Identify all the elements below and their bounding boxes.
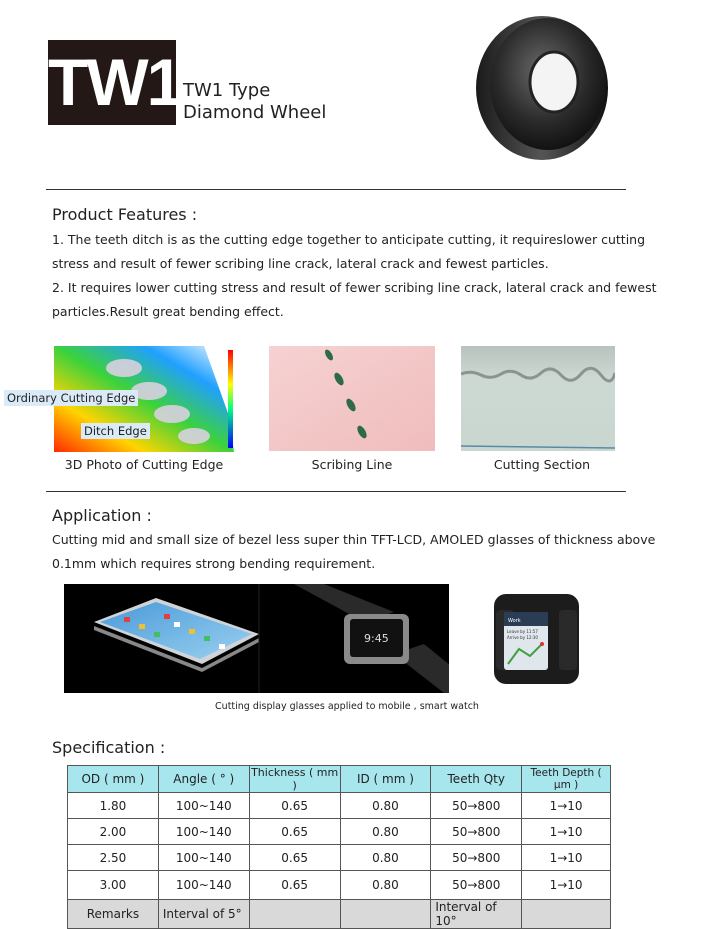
cell-teeth-qty: 50→800 xyxy=(431,845,522,871)
cell-teeth-depth: 1→10 xyxy=(522,793,611,819)
remarks-empty xyxy=(249,900,340,929)
cell-teeth-qty: 50→800 xyxy=(431,793,522,819)
table-header-row xyxy=(68,766,611,793)
features-line: 2. It requires lower cutting stress and result of fewer scribing line crack, lateral crack and fewest xyxy=(52,280,657,295)
product-title-line2: Diamond Wheel xyxy=(183,102,327,123)
cell-angle: 100~140 xyxy=(158,871,249,900)
specification-table xyxy=(67,765,611,929)
cell-teeth-qty: 50→800 xyxy=(431,819,522,845)
cell-teeth-depth: 1→10 xyxy=(522,819,611,845)
svg-text:Arrive by 12:30: Arrive by 12:30 xyxy=(507,635,538,640)
header-teeth-qty: Teeth Qty xyxy=(431,766,522,793)
cell-angle: 100~140 xyxy=(158,845,249,871)
svg-text:Leave by 11:57: Leave by 11:57 xyxy=(507,629,538,634)
cutting-section-photo xyxy=(461,346,615,451)
caption-3d-photo: 3D Photo of Cutting Edge xyxy=(64,457,224,472)
features-line: 1. The teeth ditch is as the cutting edge together to anticipate cutting, it requireslower cutting xyxy=(52,232,646,247)
svg-text:Work: Work xyxy=(508,618,521,624)
specification-heading: Specification : xyxy=(52,738,166,757)
remarks-empty xyxy=(340,900,431,929)
cell-teeth-depth: 1→10 xyxy=(522,871,611,900)
product-title-line1: TW1 Type xyxy=(183,80,271,101)
application-heading: Application : xyxy=(52,506,152,525)
features-line: particles.Result great bending effect. xyxy=(52,304,284,319)
application-line: Cutting mid and small size of bezel less super thin TFT-LCD, AMOLED glasses of thickness above xyxy=(52,532,656,547)
cell-od: 2.50 xyxy=(68,845,159,871)
header-teeth-depth: Teeth Depth ( μm ) xyxy=(522,766,611,793)
cell-thickness: 0.65 xyxy=(249,871,340,900)
scribing-line-photo xyxy=(269,346,435,451)
cell-od: 3.00 xyxy=(68,871,159,900)
cell-angle: 100~140 xyxy=(158,819,249,845)
header-thickness: Thickness ( mm ) xyxy=(251,766,339,792)
cell-id: 0.80 xyxy=(340,871,431,900)
divider xyxy=(46,189,626,190)
header-od: OD ( mm ) xyxy=(68,766,159,793)
cell-thickness: 0.65 xyxy=(249,793,340,819)
diamond-wheel-image xyxy=(470,8,610,163)
callout-ordinary-cutting-edge: Ordinary Cutting Edge xyxy=(4,390,138,406)
remarks-empty xyxy=(522,900,611,929)
table-row xyxy=(68,845,611,871)
cell-id: 0.80 xyxy=(340,819,431,845)
cell-thickness: 0.65 xyxy=(249,819,340,845)
cell-id: 0.80 xyxy=(340,845,431,871)
cell-od: 2.00 xyxy=(68,819,159,845)
application-photo-strip xyxy=(64,584,612,693)
cell-teeth-qty: 50→800 xyxy=(431,871,522,900)
caption-cutting-section: Cutting Section xyxy=(493,457,591,472)
application-image-caption: Cutting display glasses applied to mobile , smart watch xyxy=(215,701,479,712)
caption-scribing-line: Scribing Line xyxy=(311,457,393,472)
features-heading: Product Features : xyxy=(52,205,198,224)
cell-thickness: 0.65 xyxy=(249,845,340,871)
header-angle: Angle ( ° ) xyxy=(158,766,249,793)
cell-od: 1.80 xyxy=(68,793,159,819)
remarks-teeth-qty: Interval of 10° xyxy=(431,900,522,929)
watch-time: 9:45 xyxy=(364,632,389,645)
devices-illustration xyxy=(64,584,612,693)
logo: TW1 xyxy=(48,40,176,125)
divider xyxy=(46,491,626,492)
cell-teeth-depth: 1→10 xyxy=(522,845,611,871)
table-row xyxy=(68,819,611,845)
remarks-row xyxy=(68,900,611,929)
header-id: ID ( mm ) xyxy=(340,766,431,793)
cell-angle: 100~140 xyxy=(158,793,249,819)
remarks-label: Remarks xyxy=(68,900,159,929)
features-line: stress and result of fewer scribing line crack, lateral crack and fewest particles. xyxy=(52,256,549,271)
table-row xyxy=(68,871,611,900)
application-line: 0.1mm which requires strong bending requirement. xyxy=(52,556,376,571)
cell-id: 0.80 xyxy=(340,793,431,819)
callout-ditch-edge: Ditch Edge xyxy=(81,423,150,439)
remarks-angle: Interval of 5° xyxy=(158,900,249,929)
table-row xyxy=(68,793,611,819)
